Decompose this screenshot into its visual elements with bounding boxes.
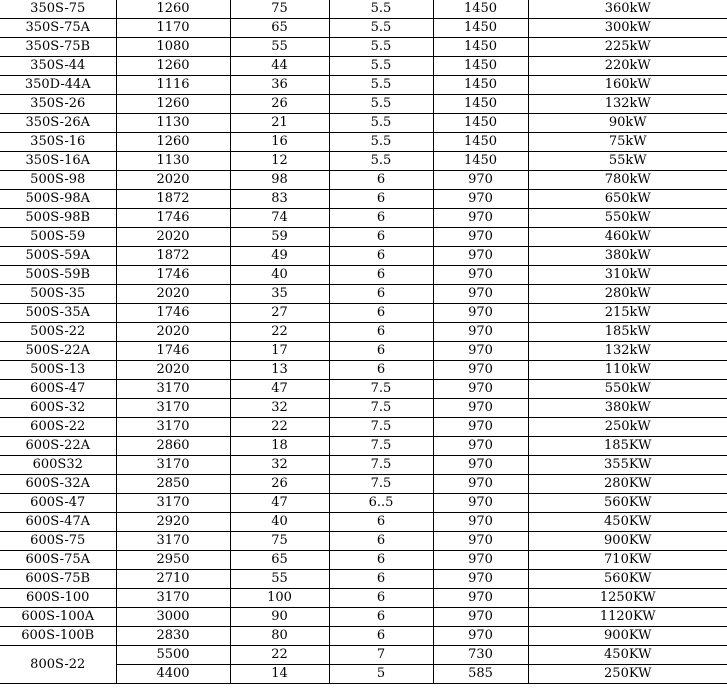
head-cell: 90 xyxy=(230,608,329,627)
model-cell: 500S-98B xyxy=(0,209,116,228)
npsh-cell: 7.5 xyxy=(329,418,433,437)
table-row xyxy=(0,494,727,513)
table-row xyxy=(0,570,727,589)
model-cell: 350S-75 xyxy=(0,0,116,19)
flow-cell: 1746 xyxy=(116,209,230,228)
head-cell: 75 xyxy=(230,532,329,551)
model-cell: 600S-75A xyxy=(0,551,116,570)
power-cell: 280KW xyxy=(528,475,727,494)
power-cell: 250kW xyxy=(528,418,727,437)
flow-cell: 1260 xyxy=(116,0,230,19)
table-row xyxy=(0,247,727,266)
table-row xyxy=(0,456,727,475)
model-cell: 350S-26 xyxy=(0,95,116,114)
power-cell: 560KW xyxy=(528,494,727,513)
model-cell: 600S-47A xyxy=(0,513,116,532)
npsh-cell: 6 xyxy=(329,513,433,532)
table-row xyxy=(0,19,727,38)
flow-cell: 1746 xyxy=(116,266,230,285)
power-cell: 220kW xyxy=(528,57,727,76)
flow-cell: 1260 xyxy=(116,133,230,152)
npsh-cell: 6 xyxy=(329,323,433,342)
npsh-cell: 5.5 xyxy=(329,19,433,38)
head-cell: 22 xyxy=(230,646,329,665)
power-cell: 550kW xyxy=(528,380,727,399)
model-cell: 500S-35A xyxy=(0,304,116,323)
head-cell: 17 xyxy=(230,342,329,361)
model-cell: 500S-13 xyxy=(0,361,116,380)
head-cell: 35 xyxy=(230,285,329,304)
speed-cell: 970 xyxy=(433,247,528,266)
power-cell: 900KW xyxy=(528,532,727,551)
power-cell: 300kW xyxy=(528,19,727,38)
npsh-cell: 5.5 xyxy=(329,38,433,57)
table-row xyxy=(0,0,727,19)
flow-cell: 3170 xyxy=(116,399,230,418)
table-row xyxy=(0,399,727,418)
table-row xyxy=(0,171,727,190)
power-cell: 185kW xyxy=(528,323,727,342)
table-row xyxy=(0,627,727,646)
speed-cell: 970 xyxy=(433,190,528,209)
npsh-cell: 5.5 xyxy=(329,152,433,171)
head-cell: 21 xyxy=(230,114,329,133)
table-row xyxy=(0,152,727,171)
head-cell: 47 xyxy=(230,494,329,513)
npsh-cell: 5.5 xyxy=(329,76,433,95)
power-cell: 450KW xyxy=(528,646,727,665)
npsh-cell: 7.5 xyxy=(329,437,433,456)
table-row xyxy=(0,513,727,532)
table-row xyxy=(0,133,727,152)
npsh-cell: 6 xyxy=(329,190,433,209)
table-row xyxy=(0,608,727,627)
speed-cell: 970 xyxy=(433,570,528,589)
power-cell: 900KW xyxy=(528,627,727,646)
npsh-cell: 7.5 xyxy=(329,380,433,399)
head-cell: 36 xyxy=(230,76,329,95)
npsh-cell: 6 xyxy=(329,589,433,608)
flow-cell: 3170 xyxy=(116,418,230,437)
power-cell: 550kW xyxy=(528,209,727,228)
speed-cell: 970 xyxy=(433,285,528,304)
speed-cell: 1450 xyxy=(433,76,528,95)
head-cell: 18 xyxy=(230,437,329,456)
head-cell: 14 xyxy=(230,665,329,684)
npsh-cell: 6 xyxy=(329,627,433,646)
speed-cell: 970 xyxy=(433,209,528,228)
head-cell: 13 xyxy=(230,361,329,380)
npsh-cell: 5.5 xyxy=(329,0,433,19)
head-cell: 83 xyxy=(230,190,329,209)
model-cell: 350S-16 xyxy=(0,133,116,152)
speed-cell: 1450 xyxy=(433,133,528,152)
flow-cell: 2020 xyxy=(116,171,230,190)
npsh-cell: 5.5 xyxy=(329,133,433,152)
table-row xyxy=(0,475,727,494)
power-cell: 225kW xyxy=(528,38,727,57)
power-cell: 380kW xyxy=(528,247,727,266)
flow-cell: 2830 xyxy=(116,627,230,646)
model-cell: 350D-44A xyxy=(0,76,116,95)
speed-cell: 970 xyxy=(433,418,528,437)
speed-cell: 970 xyxy=(433,323,528,342)
npsh-cell: 5.5 xyxy=(329,114,433,133)
model-cell: 350S-26A xyxy=(0,114,116,133)
model-cell: 350S-75B xyxy=(0,38,116,57)
power-cell: 132kW xyxy=(528,342,727,361)
flow-cell: 2950 xyxy=(116,551,230,570)
power-cell: 450KW xyxy=(528,513,727,532)
flow-cell: 3170 xyxy=(116,532,230,551)
flow-cell: 4400 xyxy=(116,665,230,684)
flow-cell: 2710 xyxy=(116,570,230,589)
model-cell: 600S-75 xyxy=(0,532,116,551)
flow-cell: 1872 xyxy=(116,247,230,266)
speed-cell: 970 xyxy=(433,532,528,551)
model-cell: 350S-44 xyxy=(0,57,116,76)
speed-cell: 1450 xyxy=(433,38,528,57)
flow-cell: 1130 xyxy=(116,152,230,171)
flow-cell: 2020 xyxy=(116,361,230,380)
flow-cell: 3000 xyxy=(116,608,230,627)
table-row xyxy=(0,646,727,665)
npsh-cell: 6..5 xyxy=(329,494,433,513)
head-cell: 26 xyxy=(230,95,329,114)
table-row xyxy=(0,95,727,114)
head-cell: 74 xyxy=(230,209,329,228)
flow-cell: 1116 xyxy=(116,76,230,95)
power-cell: 280kW xyxy=(528,285,727,304)
table-row xyxy=(0,76,727,95)
flow-cell: 2850 xyxy=(116,475,230,494)
speed-cell: 970 xyxy=(433,304,528,323)
speed-cell: 970 xyxy=(433,513,528,532)
npsh-cell: 6 xyxy=(329,171,433,190)
npsh-cell: 5.5 xyxy=(329,95,433,114)
npsh-cell: 5.5 xyxy=(329,57,433,76)
head-cell: 44 xyxy=(230,57,329,76)
model-cell: 600S-100A xyxy=(0,608,116,627)
head-cell: 22 xyxy=(230,418,329,437)
head-cell: 32 xyxy=(230,456,329,475)
flow-cell: 1260 xyxy=(116,57,230,76)
speed-cell: 970 xyxy=(433,494,528,513)
flow-cell: 3170 xyxy=(116,589,230,608)
power-cell: 132kW xyxy=(528,95,727,114)
model-cell: 600S-32A xyxy=(0,475,116,494)
flow-cell: 5500 xyxy=(116,646,230,665)
power-cell: 460kW xyxy=(528,228,727,247)
npsh-cell: 6 xyxy=(329,570,433,589)
speed-cell: 1450 xyxy=(433,152,528,171)
model-cell: 600S-100B xyxy=(0,627,116,646)
flow-cell: 1872 xyxy=(116,190,230,209)
power-cell: 75kW xyxy=(528,133,727,152)
flow-cell: 3170 xyxy=(116,380,230,399)
flow-cell: 1260 xyxy=(116,95,230,114)
table-row xyxy=(0,342,727,361)
power-cell: 215kW xyxy=(528,304,727,323)
power-cell: 90kW xyxy=(528,114,727,133)
head-cell: 98 xyxy=(230,171,329,190)
npsh-cell: 6 xyxy=(329,532,433,551)
npsh-cell: 7.5 xyxy=(329,399,433,418)
head-cell: 32 xyxy=(230,399,329,418)
table-row xyxy=(0,380,727,399)
model-cell: 500S-35 xyxy=(0,285,116,304)
npsh-cell: 6 xyxy=(329,304,433,323)
head-cell: 26 xyxy=(230,475,329,494)
flow-cell: 1080 xyxy=(116,38,230,57)
table-row xyxy=(0,38,727,57)
head-cell: 47 xyxy=(230,380,329,399)
model-cell: 600S-100 xyxy=(0,589,116,608)
speed-cell: 970 xyxy=(433,399,528,418)
npsh-cell: 6 xyxy=(329,551,433,570)
table-row xyxy=(0,209,727,228)
model-cell: 800S-22 xyxy=(0,646,116,684)
power-cell: 1120KW xyxy=(528,608,727,627)
table-row xyxy=(0,323,727,342)
power-cell: 710KW xyxy=(528,551,727,570)
speed-cell: 1450 xyxy=(433,114,528,133)
table-row xyxy=(0,551,727,570)
speed-cell: 970 xyxy=(433,608,528,627)
npsh-cell: 7 xyxy=(329,646,433,665)
model-cell: 500S-98A xyxy=(0,190,116,209)
speed-cell: 1450 xyxy=(433,95,528,114)
table-row xyxy=(0,228,727,247)
speed-cell: 1450 xyxy=(433,19,528,38)
flow-cell: 3170 xyxy=(116,494,230,513)
table-row xyxy=(0,361,727,380)
head-cell: 40 xyxy=(230,266,329,285)
model-cell: 600S32 xyxy=(0,456,116,475)
model-cell: 500S-59A xyxy=(0,247,116,266)
npsh-cell: 6 xyxy=(329,266,433,285)
flow-cell: 2860 xyxy=(116,437,230,456)
flow-cell: 1130 xyxy=(116,114,230,133)
speed-cell: 970 xyxy=(433,475,528,494)
npsh-cell: 7.5 xyxy=(329,475,433,494)
flow-cell: 1746 xyxy=(116,304,230,323)
head-cell: 59 xyxy=(230,228,329,247)
speed-cell: 970 xyxy=(433,171,528,190)
model-cell: 600S-22A xyxy=(0,437,116,456)
model-cell: 600S-47 xyxy=(0,494,116,513)
npsh-cell: 6 xyxy=(329,608,433,627)
npsh-cell: 6 xyxy=(329,247,433,266)
head-cell: 49 xyxy=(230,247,329,266)
head-cell: 65 xyxy=(230,19,329,38)
power-cell: 310kW xyxy=(528,266,727,285)
speed-cell: 730 xyxy=(433,646,528,665)
table-row xyxy=(0,57,727,76)
power-cell: 250KW xyxy=(528,665,727,684)
head-cell: 40 xyxy=(230,513,329,532)
table-row xyxy=(0,532,727,551)
table-row xyxy=(0,418,727,437)
flow-cell: 1746 xyxy=(116,342,230,361)
flow-cell: 2020 xyxy=(116,323,230,342)
model-cell: 500S-59B xyxy=(0,266,116,285)
power-cell: 110kW xyxy=(528,361,727,380)
flow-cell: 2020 xyxy=(116,285,230,304)
speed-cell: 970 xyxy=(433,342,528,361)
speed-cell: 970 xyxy=(433,589,528,608)
speed-cell: 1450 xyxy=(433,57,528,76)
npsh-cell: 6 xyxy=(329,285,433,304)
power-cell: 780kW xyxy=(528,171,727,190)
npsh-cell: 6 xyxy=(329,342,433,361)
head-cell: 100 xyxy=(230,589,329,608)
flow-cell: 3170 xyxy=(116,456,230,475)
table-row xyxy=(0,589,727,608)
model-cell: 500S-22A xyxy=(0,342,116,361)
head-cell: 16 xyxy=(230,133,329,152)
model-cell: 600S-22 xyxy=(0,418,116,437)
head-cell: 55 xyxy=(230,570,329,589)
head-cell: 27 xyxy=(230,304,329,323)
power-cell: 380kW xyxy=(528,399,727,418)
model-cell: 600S-47 xyxy=(0,380,116,399)
model-cell: 500S-59 xyxy=(0,228,116,247)
head-cell: 55 xyxy=(230,38,329,57)
speed-cell: 970 xyxy=(433,456,528,475)
speed-cell: 970 xyxy=(433,437,528,456)
table-row xyxy=(0,437,727,456)
model-cell: 600S-32 xyxy=(0,399,116,418)
power-cell: 1250KW xyxy=(528,589,727,608)
power-cell: 185KW xyxy=(528,437,727,456)
flow-cell: 1170 xyxy=(116,19,230,38)
table-row xyxy=(0,304,727,323)
model-cell: 500S-22 xyxy=(0,323,116,342)
speed-cell: 1450 xyxy=(433,0,528,19)
npsh-cell: 5 xyxy=(329,665,433,684)
speed-cell: 970 xyxy=(433,228,528,247)
flow-cell: 2020 xyxy=(116,228,230,247)
power-cell: 650kW xyxy=(528,190,727,209)
speed-cell: 585 xyxy=(433,665,528,684)
table-row xyxy=(0,285,727,304)
model-cell: 500S-98 xyxy=(0,171,116,190)
npsh-cell: 6 xyxy=(329,361,433,380)
power-cell: 160kW xyxy=(528,76,727,95)
speed-cell: 970 xyxy=(433,361,528,380)
speed-cell: 970 xyxy=(433,266,528,285)
npsh-cell: 6 xyxy=(329,228,433,247)
head-cell: 22 xyxy=(230,323,329,342)
head-cell: 12 xyxy=(230,152,329,171)
flow-cell: 2920 xyxy=(116,513,230,532)
head-cell: 65 xyxy=(230,551,329,570)
model-cell: 600S-75B xyxy=(0,570,116,589)
speed-cell: 970 xyxy=(433,551,528,570)
npsh-cell: 6 xyxy=(329,209,433,228)
npsh-cell: 7.5 xyxy=(329,456,433,475)
table-row xyxy=(0,190,727,209)
power-cell: 355KW xyxy=(528,456,727,475)
power-cell: 55kW xyxy=(528,152,727,171)
table-row xyxy=(0,114,727,133)
head-cell: 80 xyxy=(230,627,329,646)
head-cell: 75 xyxy=(230,0,329,19)
power-cell: 560KW xyxy=(528,570,727,589)
speed-cell: 970 xyxy=(433,380,528,399)
power-cell: 360kW xyxy=(528,0,727,19)
model-cell: 350S-75A xyxy=(0,19,116,38)
model-cell: 350S-16A xyxy=(0,152,116,171)
table-row xyxy=(0,266,727,285)
speed-cell: 970 xyxy=(433,627,528,646)
